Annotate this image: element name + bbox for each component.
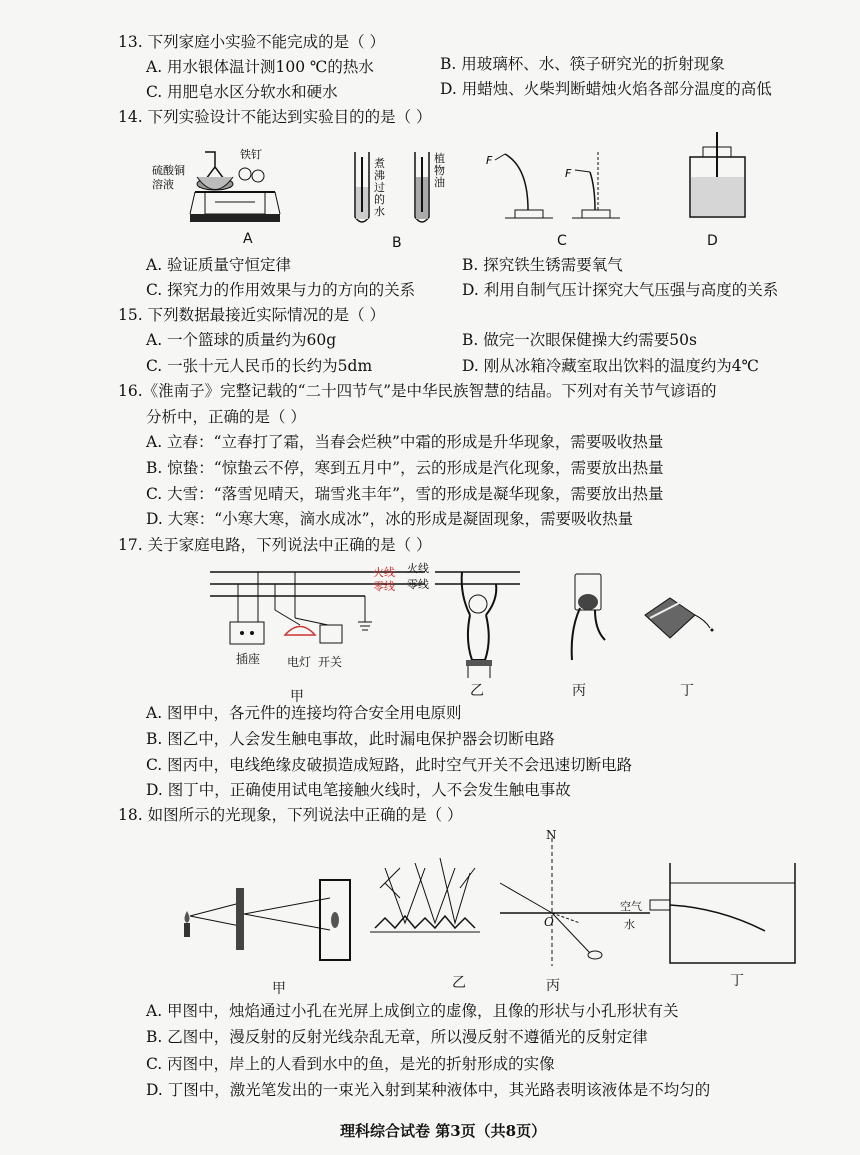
q18-option-a: A. 甲图中，烛焰通过小孔在光屏上成倒立的虚像，且像的形状与小孔形状有关	[146, 1002, 679, 1020]
q18-stem: 18. 如图所示的光现象，下列说法中正确的是（ ）	[118, 806, 463, 824]
q17-label-yi: 乙	[470, 683, 484, 699]
q14-label-c: C	[557, 233, 567, 249]
q14-label-b: B	[392, 235, 402, 251]
q14-label-a: A	[243, 231, 253, 247]
q18-fig-ding-laser	[650, 863, 795, 963]
q14-fig-c-bending	[486, 152, 620, 218]
q14-stem: 14. 下列实验设计不能达到实验目的的是（ ）	[118, 108, 432, 126]
q16-option-d: D. 大寒：“小寒大寒，滴水成冰”，冰的形成是凝固现象，需要吸收热量	[146, 510, 634, 528]
q18-option-c: C. 丙图中，岸上的人看到水中的鱼，是光的折射形成的实像	[146, 1055, 555, 1073]
q13-option-c: C. 用肥皂水区分软水和硬水	[146, 83, 338, 101]
q17-option-d: D. 图丁中，正确使用试电笔接触火线时，人不会发生触电事故	[146, 781, 571, 799]
svg-text:植: 植	[434, 152, 445, 165]
q17-socket-label: 插座	[236, 652, 261, 666]
q18-bing-o-label: O	[544, 915, 554, 929]
q16-stem-line2: 分析中，正确的是（ ）	[146, 408, 306, 426]
q18-figures	[170, 828, 820, 976]
q18-fig-yi-diffuse	[370, 858, 480, 932]
q14-option-b: B. 探究铁生锈需要氧气	[462, 256, 623, 274]
svg-text:的: 的	[374, 193, 385, 206]
svg-text:水: 水	[374, 205, 385, 218]
q18-bing-air-label: 空气	[620, 900, 642, 913]
q17-lamp-label: 电灯	[287, 655, 312, 669]
svg-text:过: 过	[374, 181, 385, 194]
q18-label-ding: 丁	[730, 973, 744, 989]
q14-fig-b-test-tubes	[355, 151, 445, 222]
q16-option-b: B. 惊蛰：“惊蛰云不停，寒到五月中”，云的形成是汽化现象，需要放出热量	[146, 459, 664, 477]
q13-option-d: D. 用蜡烛、火柴判断蜡烛火焰各部分温度的高低	[440, 80, 772, 98]
q17-fig-yi-person	[435, 572, 520, 678]
q17-yi-neutral-label: 零线	[407, 578, 429, 591]
q15-option-d: D. 刚从冰箱冷藏室取出饮料的温度约为4℃	[462, 357, 759, 375]
q17-jia-live-label: 火线	[373, 566, 395, 579]
q14-fig-d-barometer	[690, 132, 745, 217]
q15-option-c: C. 一张十元人民币的长约为5dm	[146, 357, 373, 375]
q14-option-c: C. 探究力的作用效果与力的方向的关系	[146, 281, 416, 299]
q18-label-bing: 丙	[546, 978, 560, 994]
q17-label-jia: 甲	[290, 689, 304, 705]
q18-label-yi: 乙	[452, 975, 466, 991]
q13-option-b: B. 用玻璃杯、水、筷子研究光的折射现象	[440, 55, 725, 73]
q16-option-a: A. 立春：“立春打了霜，当春会烂秧”中霜的形成是升华现象，需要吸收热量	[146, 433, 664, 451]
q14-fig-a-balance	[152, 147, 280, 222]
q17-yi-live-label: 火线	[407, 562, 429, 575]
q13-stem: 13. 下列家庭小实验不能完成的是（ ）	[118, 33, 386, 51]
q17-jia-neutral-label: 零线	[373, 580, 395, 593]
q18-option-b: B. 乙图中，漫反射的反射光线杂乱无章，所以漫反射不遵循光的反射定律	[146, 1028, 648, 1046]
q18-label-jia: 甲	[272, 981, 286, 997]
q18-bing-n-label: N	[546, 828, 557, 842]
svg-text:物: 物	[434, 164, 445, 177]
q16-option-c: C. 大雪：“落雪见晴天，瑞雪兆丰年”，雪的形成是凝华现象，需要放出热量	[146, 485, 664, 503]
svg-text:煮: 煮	[374, 157, 385, 170]
q18-bing-water-label: 水	[624, 918, 635, 931]
q15-option-a: A. 一个篮球的质量约为60g	[146, 331, 337, 349]
svg-text:F: F	[486, 154, 493, 167]
svg-text:铁钉: 铁钉	[240, 148, 262, 161]
q18-option-d: D. 丁图中，激光笔发出的一束光入射到某种液体中，其光路表明该液体是不均匀的	[146, 1081, 711, 1099]
q14-option-d: D. 利用自制气压计探究大气压强与高度的关系	[462, 281, 779, 299]
svg-text:F: F	[565, 167, 572, 180]
q17-option-a: A. 图甲中，各元件的连接均符合安全用电原则	[146, 704, 462, 722]
q18-fig-jia-pinhole	[184, 880, 350, 960]
svg-text:沸: 沸	[374, 169, 385, 182]
q16-stem-line1: 16.《淮南子》完整记载的“二十四节气”是中华民族智慧的结晶。下列对有关节气谚语的	[118, 382, 717, 400]
q17-switch-label: 开关	[318, 655, 343, 669]
q17-stem: 17. 关于家庭电路，下列说法中正确的是（ ）	[118, 536, 432, 554]
q15-option-b: B. 做完一次眼保健操大约需要50s	[462, 331, 697, 349]
svg-text:油: 油	[434, 176, 445, 189]
q15-stem: 15. 下列数据最接近实际情况的是（ ）	[118, 306, 386, 324]
q17-label-ding: 丁	[680, 683, 694, 699]
q14-label-d: D	[707, 233, 718, 249]
svg-text:溶液: 溶液	[152, 178, 174, 191]
q17-option-b: B. 图乙中，人会发生触电事故，此时漏电保护器会切断电路	[146, 730, 555, 748]
q17-figures	[200, 560, 740, 700]
q13-option-a: A. 用水银体温计测100 ℃的热水	[146, 58, 374, 76]
page-footer: 理科综合试卷 第3页（共8页）	[340, 1122, 547, 1140]
q17-option-c: C. 图丙中，电线绝缘皮破损造成短路，此时空气开关不会迅速切断电路	[146, 756, 633, 774]
q17-fig-bing-plug	[572, 574, 605, 660]
q17-label-bing: 丙	[572, 683, 586, 699]
q14-option-a: A. 验证质量守恒定律	[146, 256, 292, 274]
q17-fig-ding-tester	[645, 598, 714, 638]
svg-text:硫酸铜: 硫酸铜	[152, 164, 185, 177]
